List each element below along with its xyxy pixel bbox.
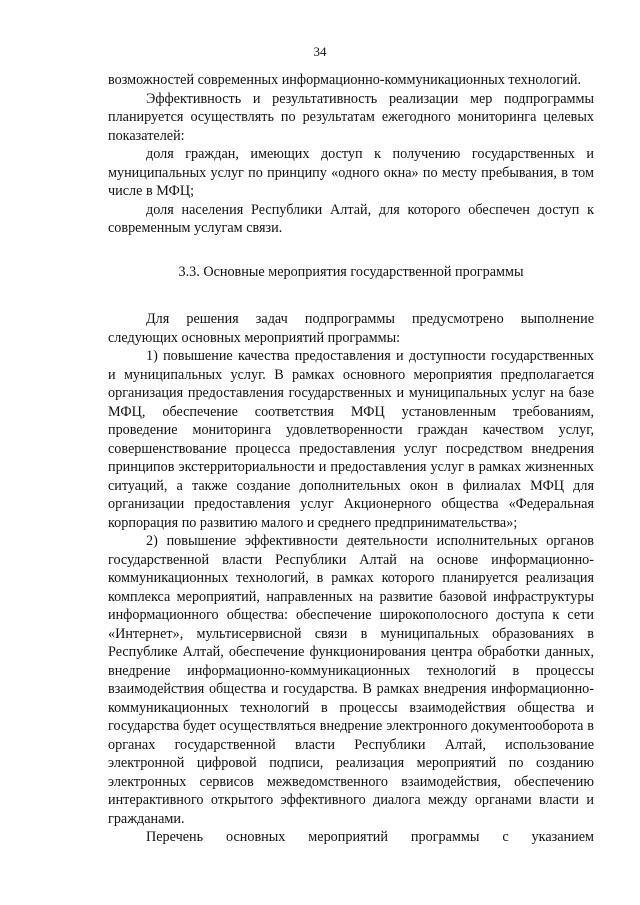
page-number: 34 [313,44,327,59]
section-heading: 3.3. Основные мероприятия государственной программы [178,263,524,280]
paragraph-list-intro: Перечень основных мероприятий программы с указанием [146,829,594,845]
paragraph-effectiveness: Эффективность и результативность реализации мер подпрограммы планируется осуществлять по результатам ежегодного мониторинга целевых показателей: [108,90,594,144]
paragraph-item-1: 1) повышение качества предоставления и доступности государственных и муниципальных услуг. В рамках основного мероприятия предполагается организация предоставления государственных и муниципальных услуг на базе МФЦ, обеспечение соответствия МФЦ установленным требованиям, проведение мониторинга удовлетворенности граждан качеством услуг, совершенствование процесса предоставления услуг посредством внедрения принципов экстерриториальности и предоставления услуг в рамках жизненных ситуаций, а также создание дополнительных окон в филиалах МФЦ для организации предоставления услуг Акционерного общества «Федеральная корпорация по развитию малого и среднего предпринимательства»; [108,348,594,531]
paragraph-indicator-mfc: доля граждан, имеющих доступ к получению государственных и муниципальных услуг по принципу «одного окна» по месту пребывания, в том числе в МФЦ; [108,146,594,199]
paragraph-intro: Для решения задач подпрограммы предусмотрено выполнение следующих основных мероприятий программы: [108,311,594,346]
paragraph-item-2: 2) повышение эффективности деятельности исполнительных органов государственной власти Республики Алтай на основе информационно-коммуникационных технологий, в рамках которого планируется реализация комплекса мероприятий, направленных на развитие базовой инфраструктуры информационного общества: обеспечение широкополосного доступа к сети «Интернет», мультисервисной связи в муниципальных образованиях в Республике Алтай, обеспечение функционирования центра обработки данных, внедрение информационно-коммуникационных технологий в процессы взаимодействия общества и государства. В рамках внедрения информационно-коммуникационных технологий в процессы взаимодействия общества и государства будет осуществляться внедрение электронного документооборота в органах государственной власти Республики Алтай, использование электронной цифровой подписи, реализация мероприятий по созданию электронных сервисов межведомственного взаимодействия, обеспечению интерактивного открытого эффективного диалога между органами власти и гражданами. [108,533,594,827]
document-body [108,71,594,847]
paragraph-continuation: возможностей современных информационно-коммуникационных технологий. [108,72,581,88]
paragraph-indicator-communications: доля населения Республики Алтай, для которого обеспечен доступ к современным услугам связи. [108,201,594,236]
